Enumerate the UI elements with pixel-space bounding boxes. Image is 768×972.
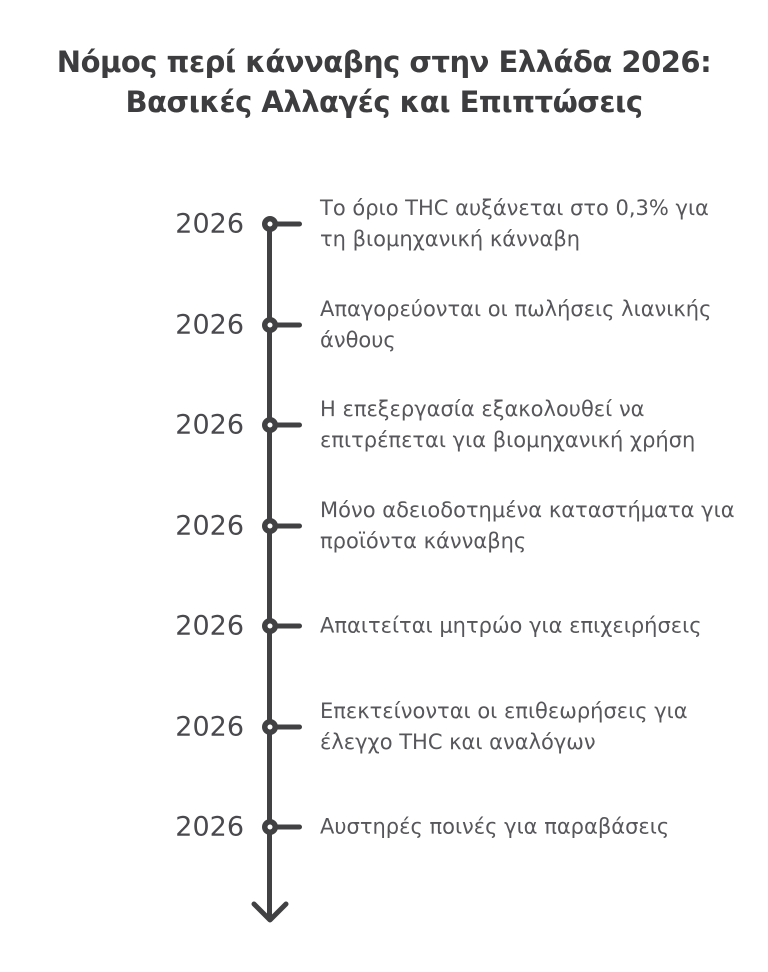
event-year-label: 2026 bbox=[175, 409, 244, 441]
event-description: Αυστηρές ποινές για παραβάσεις bbox=[320, 814, 670, 839]
timeline-events bbox=[0, 174, 768, 878]
timeline-event bbox=[0, 576, 768, 677]
event-marker-dot-icon bbox=[262, 317, 278, 333]
event-marker-dot-icon bbox=[262, 216, 278, 232]
event-marker-dot-icon bbox=[262, 518, 278, 534]
event-marker-dot-icon bbox=[262, 618, 278, 634]
timeline-event bbox=[0, 174, 768, 275]
event-marker-dot-icon bbox=[262, 719, 278, 735]
event-description: Επεκτείνονται οι επιθεωρήσεις για έλεγχο THC και αναλόγων bbox=[320, 698, 688, 754]
event-marker-dot-icon bbox=[262, 819, 278, 835]
arrow-down-icon bbox=[250, 901, 290, 927]
event-marker-dot-icon bbox=[262, 417, 278, 433]
event-description: Το όριο THC αυξάνεται στο 0,3% για τη βιομηχανική κάνναβη bbox=[320, 196, 709, 252]
timeline bbox=[0, 174, 768, 964]
event-description: Η επεξεργασία εξακολουθεί να επιτρέπεται για βιομηχανική χρήση bbox=[320, 397, 696, 453]
event-description: Μόνο αδειοδοτημένα καταστήματα για προϊόντα κάνναβης bbox=[320, 497, 735, 553]
event-year-label: 2026 bbox=[175, 309, 244, 341]
timeline-event bbox=[0, 677, 768, 778]
timeline-event bbox=[0, 777, 768, 878]
event-year-label: 2026 bbox=[175, 711, 244, 743]
event-year-label: 2026 bbox=[175, 610, 244, 642]
timeline-event bbox=[0, 375, 768, 476]
timeline-event bbox=[0, 476, 768, 577]
event-year-label: 2026 bbox=[175, 510, 244, 542]
event-description: Απαιτείται μητρώο για επιχειρήσεις bbox=[320, 613, 702, 638]
event-year-label: 2026 bbox=[175, 208, 244, 240]
event-year-label: 2026 bbox=[175, 811, 244, 843]
page-title: Νόμος περί κάνναβης στην Ελλάδα 2026: Βασικές Αλλαγές και Επιπτώσεις bbox=[56, 45, 712, 119]
timeline-event bbox=[0, 275, 768, 376]
event-description: Απαγορεύονται οι πωλήσεις λιανικής άνθους bbox=[320, 296, 712, 352]
